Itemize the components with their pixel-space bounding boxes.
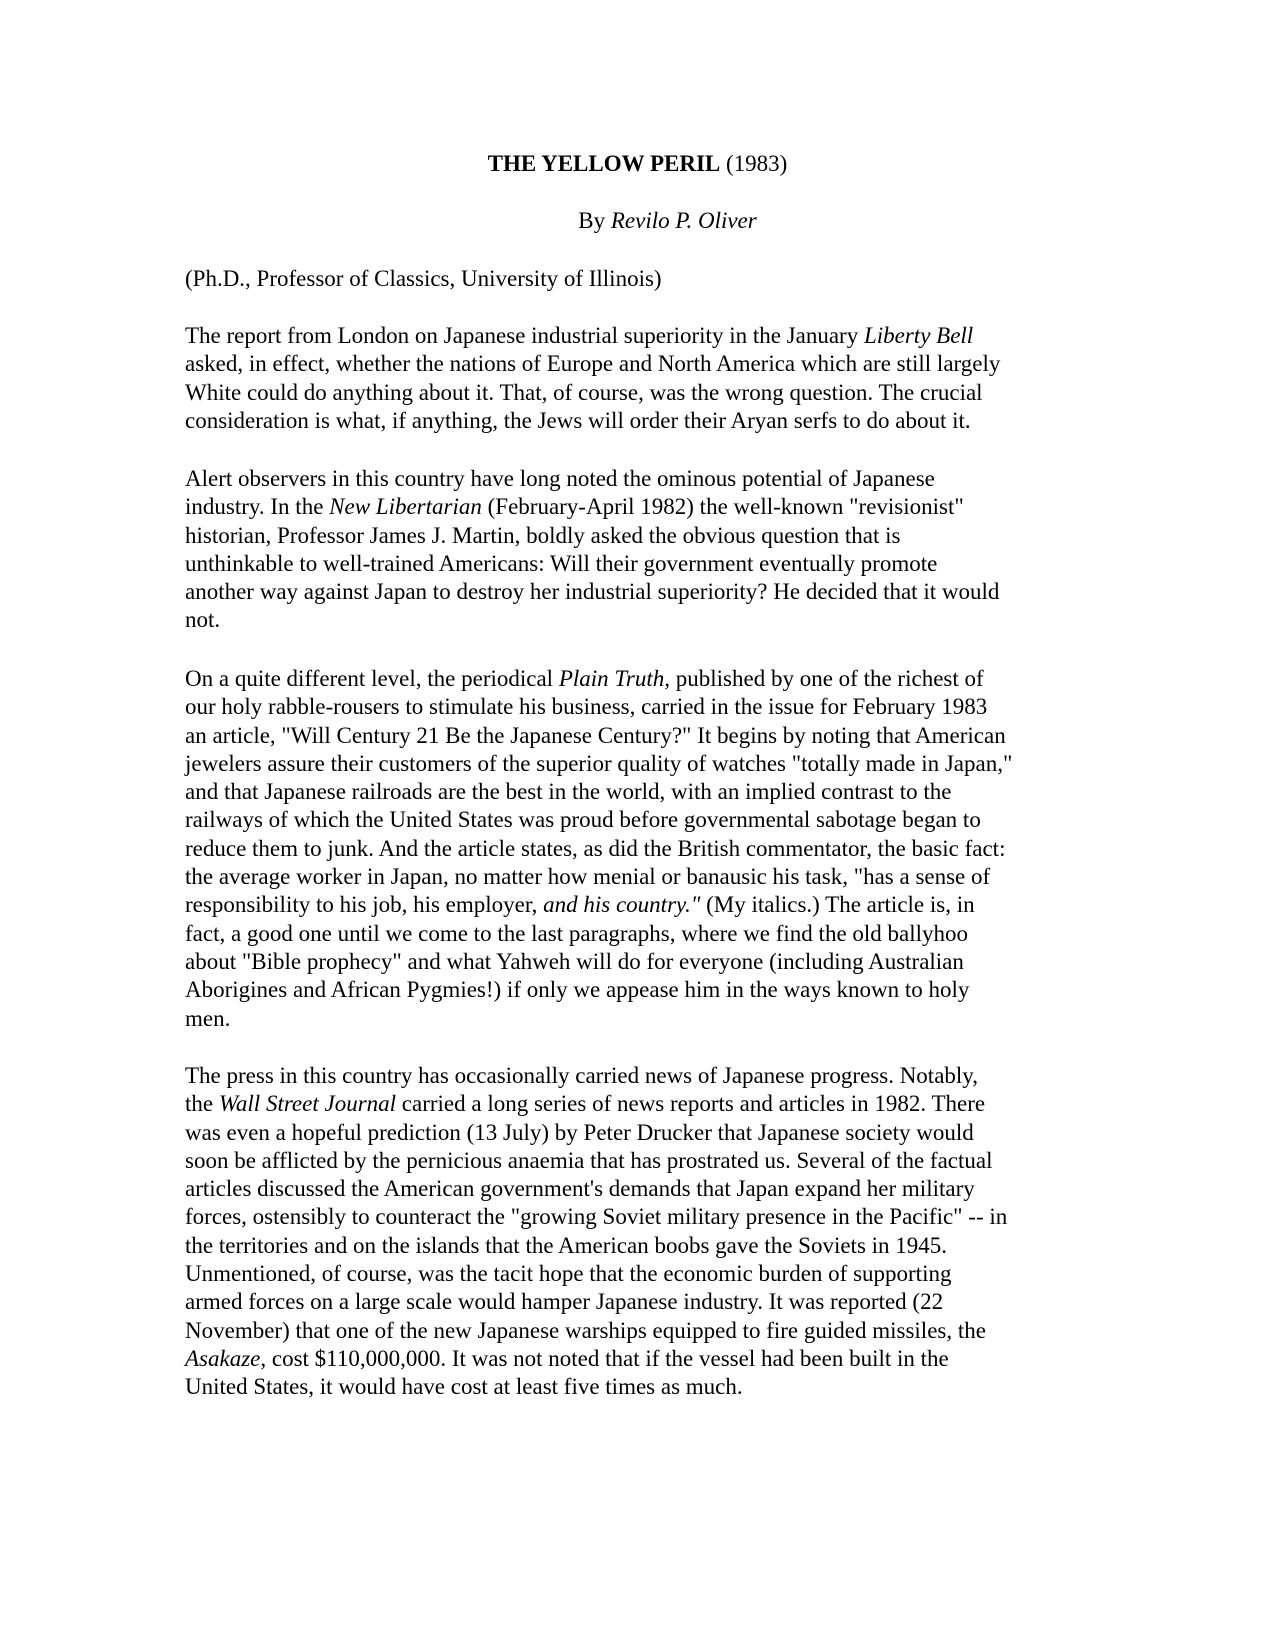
text-line: about "Bible prophecy" and what Yahweh will do for everyone (including Australian — [185, 948, 964, 974]
text-run: cost $110,000,000. It was not noted that if the vessel had been built in the — [266, 1345, 949, 1371]
text-line: the territories and on the islands that the American boobs gave the Soviets in 1945. — [185, 1232, 948, 1258]
text-line: men. — [185, 1005, 231, 1031]
text-run: published by one of the richest of — [670, 666, 984, 691]
italic-title: Liberty Bell — [863, 323, 974, 348]
text-line: articles discussed the American government's demands that Japan expand her military — [185, 1176, 975, 1202]
paragraph-4 — [185, 1062, 1085, 1402]
text-line: United States, it would have cost at least five times as much. — [185, 1374, 743, 1400]
italic-title: New Libertarian — [329, 494, 482, 520]
italic-emphasis: and his country." — [543, 892, 701, 918]
text-line: forces, ostensibly to counteract the "growing Soviet military presence in the Pacific" -- in — [185, 1204, 1008, 1230]
italic-title: Wall Street Journal — [218, 1091, 397, 1117]
text-line — [185, 1345, 1085, 1373]
text-line: an article, "Will Century 21 Be the Japanese Century?" It begins by noting that American — [185, 722, 1006, 748]
text-line: soon be afflicted by the pernicious anaemia that has prostrated us. Several of the factual — [185, 1147, 993, 1173]
text-line: fact, a good one until we come to the last paragraphs, where we find the old ballyhoo — [185, 920, 969, 946]
title-text: THE YELLOW PERIL — [487, 151, 721, 176]
text-line: was even a hopeful prediction (13 July) by Peter Drucker that Japanese society would — [185, 1119, 974, 1145]
text-line: Unmentioned, of course, was the tacit hope that the economic burden of supporting — [185, 1261, 952, 1287]
text-line: and that Japanese railroads are the best in the world, with an implied contrast to the — [185, 779, 952, 805]
text-line: reduce them to junk. And the article states, as did the British commentator, the basic fact: — [185, 835, 1006, 861]
text-run: industry. In the — [185, 494, 330, 520]
text-line: jewelers assure their customers of the superior quality of watches "totally made in Japan," — [185, 750, 1013, 776]
text-line: asked, in effect, whether the nations of Europe and North America which are still largely — [185, 351, 1001, 377]
text-line: November) that one of the new Japanese warships equipped to fire guided missiles, the — [185, 1317, 986, 1343]
author-credentials: (Ph.D., Professor of Classics, University of Illinois) — [185, 266, 662, 291]
document-title — [0, 150, 1275, 178]
text-line: historian, Professor James J. Martin, boldly asked the obvious question that is — [185, 522, 901, 548]
author-name: Revilo P. Oliver — [610, 208, 757, 233]
paragraph-2 — [185, 465, 1085, 635]
text-run: responsibility to his job, his employer, — [185, 892, 544, 918]
byline — [0, 207, 1275, 235]
text-line: not. — [185, 607, 221, 633]
italic-ship-name: Asakaze, — [185, 1345, 267, 1371]
text-line — [185, 322, 1085, 350]
paragraph-1 — [185, 322, 1085, 435]
text-line: railways of which the United States was proud before governmental sabotage began to — [185, 807, 981, 833]
text-run: The report from London on Japanese industrial superiority in the January — [185, 323, 864, 348]
title-year: (1983) — [726, 151, 788, 176]
text-line: Alert observers in this country have long noted the ominous potential of Japanese — [185, 466, 935, 491]
text-line: consideration is what, if anything, the Jews will order their Aryan serfs to do about it. — [185, 407, 971, 433]
text-line: Aborigines and African Pygmies!) if only we appease him in the ways known to holy — [185, 977, 970, 1003]
text-line — [185, 665, 1085, 693]
text-line: armed forces on a large scale would hamper Japanese industry. It was reported (22 — [185, 1289, 944, 1315]
text-run: (My italics.) The article is, in — [700, 892, 975, 918]
text-line: White could do anything about it. That, of course, was the wrong question. The crucial — [185, 379, 983, 405]
text-run: On a quite different level, the periodical — [185, 666, 559, 691]
paragraph-3 — [185, 665, 1085, 1033]
text-line — [185, 493, 1085, 521]
text-line: another way against Japan to destroy her industrial superiority? He decided that it would — [185, 579, 1000, 605]
text-line: The press in this country has occasionally carried news of Japanese progress. Notably, — [185, 1063, 979, 1088]
text-run: (February-April 1982) the well-known "revisionist" — [481, 494, 964, 520]
text-line: the average worker in Japan, no matter how menial or banausic his task, "has a sense of — [185, 864, 991, 890]
text-line — [185, 891, 1085, 919]
text-run: carried a long series of news reports and articles in 1982. There — [396, 1091, 986, 1117]
italic-title: Plain Truth, — [558, 666, 671, 691]
text-line — [185, 1090, 1085, 1118]
text-line: our holy rabble-rousers to stimulate his business, carried in the issue for February 1983 — [185, 694, 988, 720]
text-run: the — [185, 1091, 219, 1117]
text-line: unthinkable to well-trained Americans: Will their government eventually promote — [185, 550, 938, 576]
byline-prefix: By — [578, 208, 606, 233]
